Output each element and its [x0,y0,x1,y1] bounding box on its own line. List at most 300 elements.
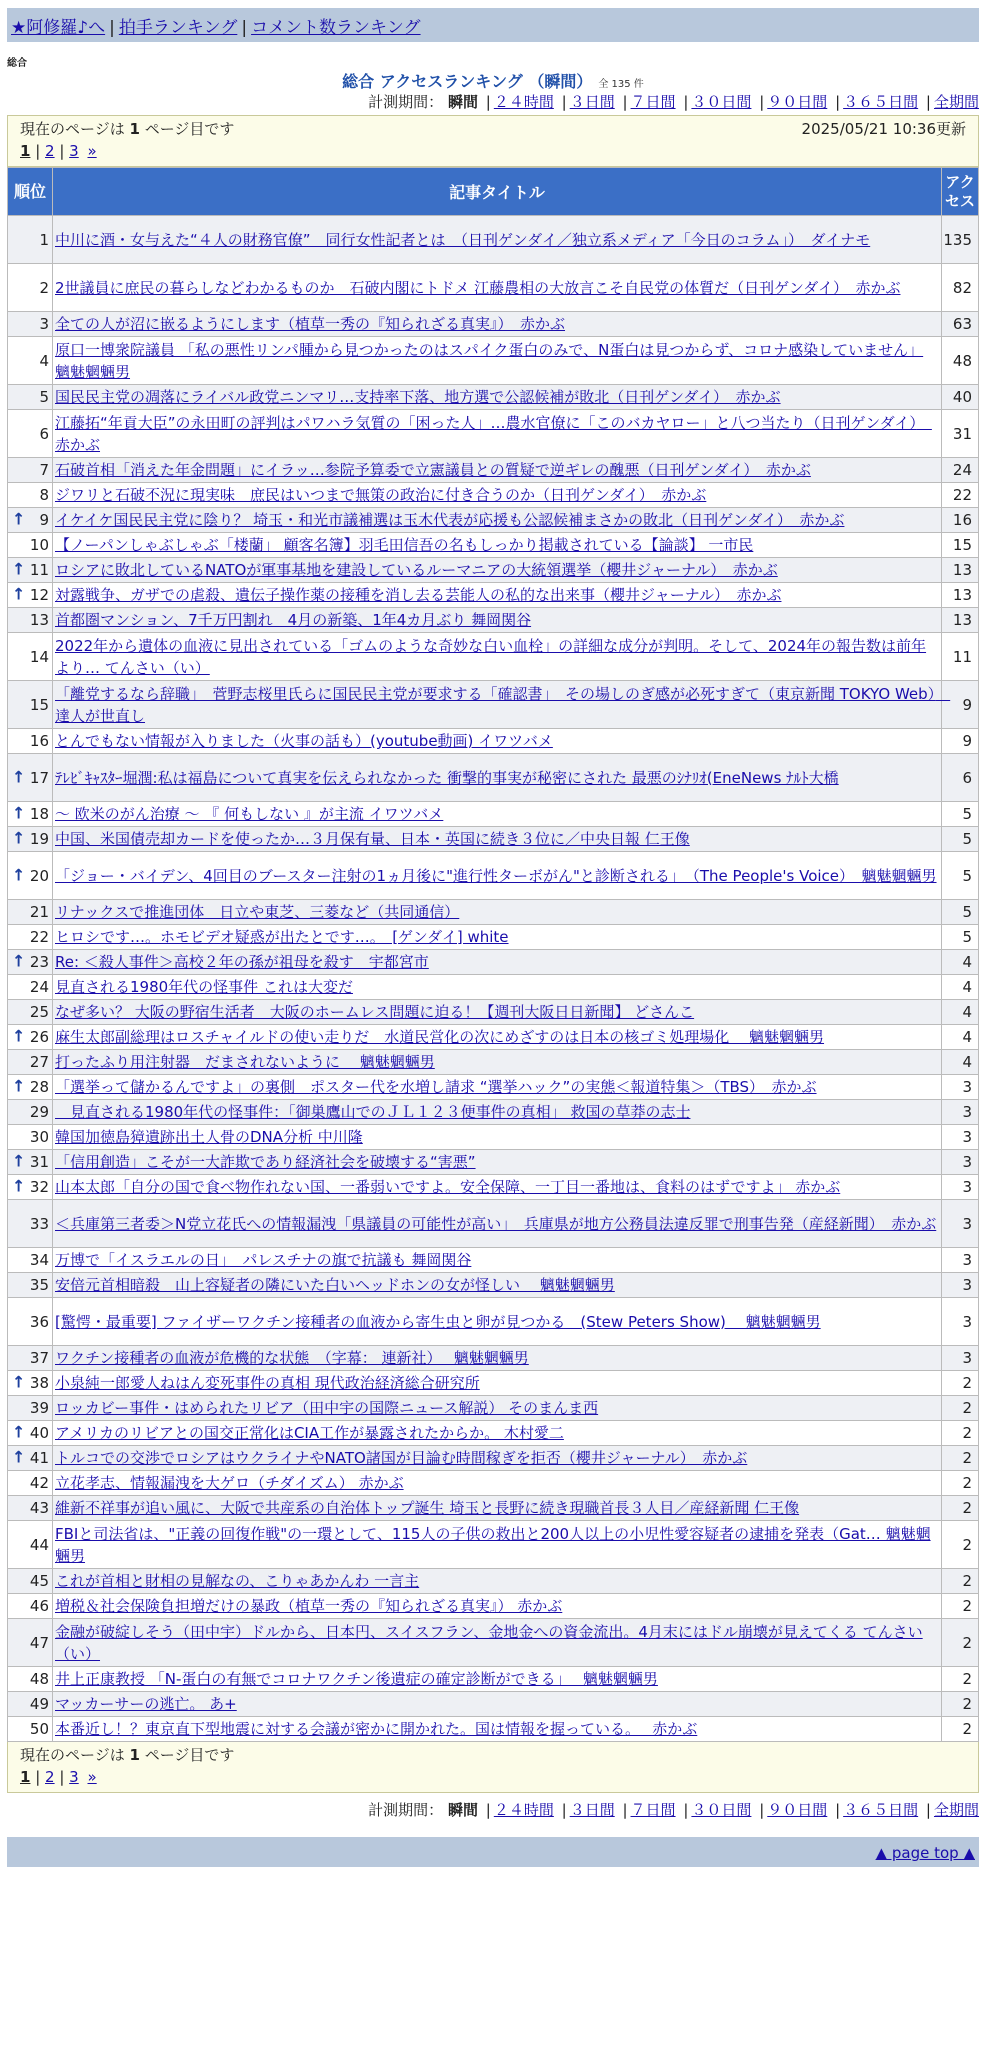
article-link[interactable]: FBIと司法省は、"正義の回復作戦"の一環として、115人の子供の救出と200人以上の小児性愛容疑者の逮捕を発表（Gat… 魑魅魍魎男 [55,1524,931,1565]
article-link[interactable]: 2世議員に庶民の暮らしなどわかるものか 石破内閣にトドメ 江藤農相の大放言こそ自民党の体質だ（日刊ゲンダイ） 赤かぶ [55,278,901,297]
article-link[interactable]: ＜兵庫第三者委＞N党立花氏への情報漏洩「県議員の可能性が高い」 兵庫県が地方公務員法違反罪で刑事告発（産経新聞） 赤かぶ [55,1214,937,1233]
rank-cell [8,410,53,458]
rank-number: 21 [29,903,49,921]
article-link[interactable]: トルコでの交渉でロシアはウクライナやNATO諸国が目論む時間稼ぎを拒否（櫻井ジャーナル） 赤かぶ [55,1449,748,1467]
access-header: アクセス [942,168,979,216]
rank-cell [8,1025,53,1050]
rank-number: 7 [39,461,49,479]
title-cell [53,1594,942,1619]
table-row [8,633,979,681]
period-link-90d[interactable]: ９０日間 [767,1801,828,1819]
access-count: 2 [942,1569,979,1594]
title-cell [53,975,942,1000]
rank-number: 40 [29,1424,49,1442]
title-cell [53,608,942,633]
access-count: 5 [942,827,979,852]
table-row [8,1248,979,1273]
ranking-table [7,167,979,1742]
rank-number: 33 [29,1214,49,1233]
title-cell [53,1446,942,1471]
rank-number: 25 [29,1003,49,1021]
article-link[interactable]: 全ての人が沼に嵌るようにします（植草一秀の『知られざる真実』） 赤かぶ [55,315,566,333]
article-link[interactable]: 「離党するなら辞職」 菅野志桜里氏らに国民民主党が要求する「確認書」 その場しのぎ感が必死すぎて（東京新聞 TOKYO Web） 達人が世直し [55,684,951,725]
article-link[interactable]: マッカーサーの逃亡。 あ+ [55,1695,237,1713]
access-count: 5 [942,900,979,925]
table-row [8,1100,979,1125]
article-link[interactable]: 万博で「イスラエルの日」 パレスチナの旗で抗議も 舞岡関谷 [55,1251,472,1269]
rank-number: 2 [39,278,49,297]
rank-up-arrow-icon: ↑ [12,1151,26,1171]
rank-cell [8,925,53,950]
article-link[interactable]: 「ジョー・バイデン、4回目のブースター注射の1ヵ月後に"進行性ターボがん"と診断される」 （The People's Voice） 魑魅魍魎男 [55,866,937,885]
title-cell [53,1150,942,1175]
article-link[interactable]: 立花孝志、情報漏洩を大ゲロ（チダイズム） 赤かぶ [55,1474,404,1492]
access-count: 4 [942,1025,979,1050]
access-count: 2 [942,1446,979,1471]
title-cell [53,1075,942,1100]
access-count: 9 [942,681,979,729]
article-link[interactable]: 増税＆社会保険負担増だけの暴政（植草一秀の『知られざる真実』） 赤かぶ [55,1597,563,1615]
table-row [8,1125,979,1150]
article-link[interactable]: 2022年から遺体の血液に見出されている「ゴムのような奇妙な白い血栓」の詳細な成分が判明。そして、2024年の報告数は前年より… てんさい（い） [55,636,927,677]
rank-number: 24 [29,978,49,996]
rank-cell [8,1075,53,1100]
period-link-7d[interactable]: ７日間 [630,93,676,111]
article-link[interactable]: 【ノーパンしゃぶしゃぶ「楼蘭」 顧客名簿】羽毛田信吾の名もしっかり掲載されている【論談】 一市民 [55,536,754,554]
table-row [8,312,979,337]
table-row [8,216,979,264]
table-row [8,337,979,385]
rank-up-arrow-icon: ↑ [12,1076,26,1096]
title-cell [53,1667,942,1692]
article-link[interactable]: ロシアに敗北しているNATOが軍事基地を建設しているルーマニアの大統領選挙（櫻井ジャーナル） 赤かぶ [55,561,778,579]
rank-number: 3 [39,315,49,333]
article-link[interactable]: ジワリと石破不況に現実味 庶民はいつまで無策の政治に付き合うのか（日刊ゲンダイ） 赤かぶ [55,486,707,504]
rank-up-arrow-icon: ↑ [12,951,26,971]
period-link-3d[interactable]: ３日間 [569,93,615,111]
period-selector-bottom: 計測期間： 瞬間 | ２４時間 | ３日間 | ７日間 | ３０日間 | ９０日間 | ３６５日間 | 全期間 [368,1801,979,1819]
rank-up-arrow-icon: ↑ [12,767,26,787]
rank-cell [8,1667,53,1692]
title-cell [53,385,942,410]
rank-cell [8,975,53,1000]
access-count: 13 [942,583,979,608]
rank-number: 39 [29,1399,49,1417]
period-link-3d[interactable]: ３日間 [569,1801,615,1819]
page-3-link[interactable]: 3 [69,1768,79,1786]
nav-separator: | [109,18,115,38]
rank-cell [8,483,53,508]
table-row [8,1569,979,1594]
title-cell [53,1025,942,1050]
rank-number: 35 [29,1276,49,1294]
rank-cell [8,1125,53,1150]
table-row [8,925,979,950]
article-link[interactable]: なぜ多い？ 大阪の野宿生活者 大阪のホームレス問題に迫る！【週刊大阪日日新聞】 どさんこ [55,1003,695,1021]
rank-number: 49 [29,1695,49,1713]
rank-cell [8,583,53,608]
title-cell [53,583,942,608]
period-link-all[interactable]: 全期間 [933,93,979,111]
table-row [8,1521,979,1569]
access-count: 2 [942,1421,979,1446]
section-label: 総合 [7,58,27,69]
article-link[interactable]: 打ったふり用注射器 だまされないように 魑魅魍魎男 [55,1053,435,1071]
access-count: 2 [942,1471,979,1496]
article-link[interactable]: Re: ＜殺人事件＞高校２年の孫が祖母を殺す 宇都宮市 [55,953,429,971]
access-count: 63 [942,312,979,337]
pager-bottom: 現在のページは 1 ページ目です 1 | 2 | 3 » [7,1742,979,1793]
access-count: 13 [942,558,979,583]
rank-cell [8,1521,53,1569]
title-cell [53,802,942,827]
rank-up-arrow-icon: ↑ [12,509,26,529]
period-link-365d[interactable]: ３６５日間 [843,1801,919,1819]
period-current: 瞬間 [447,1801,478,1819]
rank-number: 19 [29,830,49,848]
article-link[interactable]: ～ 欧米のがん治療 ～ 『 何もしない 』が主流 イワツバメ [55,805,444,823]
access-count: 2 [942,1619,979,1667]
rank-number: 4 [39,351,49,370]
table-row [8,1717,979,1742]
rank-cell [8,508,53,533]
rank-number: 1 [39,230,49,249]
rank-number: 15 [29,695,49,714]
title-cell [53,1471,942,1496]
title-cell [53,216,942,264]
rank-up-arrow-icon: ↑ [12,559,26,579]
period-link-365d[interactable]: ３６５日間 [843,93,919,111]
rank-up-arrow-icon: ↑ [12,1447,26,1467]
rank-cell [8,1346,53,1371]
title-cell [53,533,942,558]
access-count: 11 [942,633,979,681]
table-row [8,1446,979,1471]
article-link[interactable]: イケイケ国民民主党に陰り？ 埼玉・和光市議補選は玉木代表が応援も公認候補まさかの敗北（日刊ゲンダイ） 赤かぶ [55,511,845,529]
article-link[interactable]: これが首相と財相の見解なの、こりゃあかんわ 一言主 [55,1572,420,1590]
rank-number: 9 [39,511,49,529]
table-row [8,558,979,583]
title-cell [53,1125,942,1150]
title-cell [53,337,942,385]
rank-number: 8 [39,486,49,504]
rank-number: 28 [29,1078,49,1096]
article-link[interactable]: アメリカのリビアとの国交正常化はCIA工作が暴露されたからか。 木村愛二 [55,1424,564,1442]
rank-cell [8,1421,53,1446]
rank-up-arrow-icon: ↑ [12,1176,26,1196]
article-link[interactable]: 維新不祥事が追い風に、大阪で共産系の自治体トップ誕生 埼玉と長野に続き現職首長３人目／産経新聞 仁王像 [55,1499,800,1517]
rank-number: 43 [29,1499,49,1517]
table-row [8,950,979,975]
rank-up-arrow-icon: ↑ [12,1026,26,1046]
rank-cell [8,1248,53,1273]
article-link[interactable]: とんでもない情報が入りました（火事の話も）(youtube動画) イワツバメ [55,732,553,750]
table-row [8,1396,979,1421]
title-cell [53,483,942,508]
period-link-24h[interactable]: ２４時間 [493,1801,554,1819]
rank-cell [8,1000,53,1025]
table-row [8,1075,979,1100]
rank-number: 34 [29,1251,49,1269]
rank-cell [8,852,53,900]
updated-timestamp: 2025/05/21 10:36更新 [801,120,966,138]
period-link-7d[interactable]: ７日間 [630,1801,676,1819]
title-cell [53,1000,942,1025]
table-row [8,483,979,508]
table-row [8,729,979,754]
table-row [8,827,979,852]
article-link[interactable]: 見直される1980年代の怪事件：「御巣鷹山でのＪＬ１２３便事件の真相」 救国の草莽の志士 [55,1103,691,1121]
rank-number: 5 [39,388,49,406]
access-count: 3 [942,1100,979,1125]
access-count: 3 [942,1273,979,1298]
table-row [8,458,979,483]
title-cell [53,1298,942,1346]
title-cell [53,1200,942,1248]
rank-cell [8,900,53,925]
table-row [8,410,979,458]
table-row [8,385,979,410]
title-cell [53,264,942,312]
table-row [8,1421,979,1446]
access-count: 3 [942,1298,979,1346]
access-count: 3 [942,1175,979,1200]
rank-cell [8,1446,53,1471]
access-count: 2 [942,1717,979,1742]
rank-number: 6 [39,424,49,443]
rank-number: 44 [29,1535,49,1554]
access-count: 2 [942,1692,979,1717]
access-count: 13 [942,608,979,633]
rank-number: 27 [29,1053,49,1071]
table-row [8,1050,979,1075]
rank-number: 11 [29,561,49,579]
title-cell [53,508,942,533]
title-header: 記事タイトル [53,168,942,216]
article-link[interactable]: 小泉純一郎愛人ねはん変死事件の真相 現代政治経済総合研究所 [55,1374,480,1392]
period-link-24h[interactable]: ２４時間 [493,93,554,111]
table-row [8,1692,979,1717]
table-row [8,1619,979,1667]
article-link[interactable]: 江藤拓“年貢大臣”の永田町の評判はパワハラ気質の「困った人」…農水官僚に「このバカヤロー」と八つ当たり（日刊ゲンダイ） 赤かぶ [55,413,932,454]
article-link[interactable]: 見直される1980年代の怪事件 これは大変だ [55,978,353,996]
access-count: 3 [942,1346,979,1371]
home-link[interactable]: ★阿修羅♪へ [11,18,106,38]
title-cell [53,1273,942,1298]
period-selector: 計測期間： 瞬間 | ２４時間 | ３日間 | ７日間 | ３０日間 | ９０日間 | ３６５日間 | 全期間 [368,93,979,111]
period-link-30d[interactable]: ３０日間 [691,93,752,111]
rank-number: 48 [29,1670,49,1688]
title-cell [53,925,942,950]
access-count: 15 [942,533,979,558]
table-row [8,1000,979,1025]
rank-up-arrow-icon: ↑ [12,584,26,604]
rank-number: 50 [29,1720,49,1738]
title-cell [53,681,951,729]
page-1-current: 1 [20,142,31,160]
period-link-30d[interactable]: ３０日間 [691,1801,752,1819]
rank-cell [8,533,53,558]
table-row [8,1346,979,1371]
title-cell [53,1175,942,1200]
article-link[interactable]: 山本太郎「自分の国で食べ物作れない国、一番弱いですよ。安全保障、一丁目一番地は、食料のはずですよ」 赤かぶ [55,1178,841,1196]
title-cell [53,827,942,852]
access-count: 2 [942,1667,979,1692]
table-row [8,1371,979,1396]
table-row [8,508,979,533]
access-count: 5 [942,852,979,900]
rank-number: 46 [29,1597,49,1615]
table-row [8,583,979,608]
next-page-link[interactable]: » [87,1768,97,1786]
rank-number: 37 [29,1349,49,1367]
article-link[interactable]: ロッカビー事件・はめられたリビア（田中宇の国際ニュース解説） そのまんま西 [55,1399,599,1417]
rank-cell [8,1692,53,1717]
access-count: 2 [942,1594,979,1619]
rank-cell [8,681,53,729]
article-link[interactable]: 中川に酒・女与えた“４人の財務官僚” 同行女性記者とは （日刊ゲンダイ／独立系メディア「今日のコラム」） ダイナモ [55,230,871,249]
article-link[interactable]: ﾃﾚﾋﾞｷｬｽﾀｰ堀潤:私は福島について真実を伝えられなかった 衝撃的事実が秘密にされた 最悪のｼﾅﾘｵ(EneNews ﾅﾙﾄ大橋 [55,768,839,787]
access-count: 4 [942,1050,979,1075]
rank-up-arrow-icon: ↑ [12,865,26,885]
article-link[interactable]: 首都圏マンション、7千万円割れ 4月の新築、1年4カ月ぶり 舞岡関谷 [55,611,532,629]
rank-number: 20 [29,866,49,885]
rank-cell [8,1050,53,1075]
pager-top: 現在のページは 1 ページ目です 2025/05/21 10:36更新 1 | 2 | 3 » [7,115,979,167]
article-link[interactable]: 対露戦争、ガザでの虐殺、遺伝子操作薬の接種を消し去る芸能人の私的な出来事（櫻井ジャーナル） 赤かぶ [55,586,782,604]
title-cell [53,312,942,337]
page-top-link[interactable]: ▲ page top ▲ [875,1844,975,1862]
access-count: 4 [942,1000,979,1025]
access-count: 2 [942,1396,979,1421]
table-row [8,1471,979,1496]
title-cell [53,1050,942,1075]
access-count: 22 [942,483,979,508]
article-link[interactable]: 安倍元首相暗殺 山上容疑者の隣にいた白いヘッドホンの女が怪しい 魑魅魍魎男 [55,1276,615,1294]
page-3-link[interactable]: 3 [69,142,79,160]
title-cell [53,1619,942,1667]
rank-cell [8,216,53,264]
article-link[interactable]: 井上正康教授 「N-蛋白の有無でコロナワクチン後遺症の確定診断ができる」 魑魅魍魎男 [55,1670,658,1688]
access-count: 40 [942,385,979,410]
table-row [8,681,979,729]
rank-up-arrow-icon: ↑ [12,1422,26,1442]
rank-number: 45 [29,1572,49,1590]
rank-cell [8,802,53,827]
rank-number: 31 [29,1153,49,1171]
rank-cell [8,754,53,802]
title-cell [53,1396,942,1421]
article-link[interactable]: 麻生太郎副総理はロスチャイルドの使い走りだ 水道民営化の次にめざすのは日本の核ゴミ処理場化 魑魅魍魎男 [55,1028,825,1046]
table-row [8,608,979,633]
next-page-link[interactable]: » [87,142,97,160]
access-count: 3 [942,1248,979,1273]
rank-up-arrow-icon: ↑ [12,803,26,823]
rank-cell [8,827,53,852]
article-link[interactable]: 中国、米国債売却カードを使ったか…３月保有量、日本・英国に続き３位に／中央日報 仁王像 [55,830,690,848]
rank-number: 14 [29,647,49,666]
article-link[interactable]: 「信用創造」こそが一大詐欺であり経済社会を破壊する“害悪” [55,1153,476,1171]
rank-cell [8,1396,53,1421]
period-link-90d[interactable]: ９０日間 [767,93,828,111]
article-link[interactable]: ワクチン接種者の血液が危機的な状態 （字幕： 連新社） 魑魅魍魎男 [55,1349,529,1367]
access-count: 3 [942,1075,979,1100]
title-cell [53,1371,942,1396]
article-link[interactable]: リナックスで推進団体 日立や東芝、三菱など（共同通信） [55,903,460,921]
title-cell [53,900,942,925]
title-cell [53,729,942,754]
table-row [8,264,979,312]
table-row [8,533,979,558]
rank-cell [8,1619,53,1667]
article-link[interactable]: [驚愕・最重要] ファイザーワクチン接種者の血液から寄生虫と卵が見つかる (Stew Peters Show) 魑魅魍魎男 [55,1312,821,1331]
page-2-link[interactable]: 2 [45,1768,55,1786]
table-row [8,1298,979,1346]
rank-cell [8,1100,53,1125]
access-count: 31 [942,410,979,458]
rank-number: 26 [29,1028,49,1046]
table-row [8,754,979,802]
page-2-link[interactable]: 2 [45,142,55,160]
rank-cell [8,1496,53,1521]
article-link[interactable]: ヒロシです…。ホモビデオ疑惑が出たとです…。 [ゲンダイ] white [55,928,509,946]
article-link[interactable]: 国民民主党の凋落にライバル政党ニンマリ…支持率下落、地方選で公認候補が敗北（日刊ゲンダイ） 赤かぶ [55,388,781,406]
table-row [8,802,979,827]
title-cell [53,558,942,583]
table-row [8,1150,979,1175]
applause-ranking-link[interactable]: 拍手ランキング [118,18,238,38]
page-1-current: 1 [20,1768,31,1786]
rank-cell [8,1594,53,1619]
current-page-text: 現在のページは 1 ページ目です [20,1746,235,1764]
table-row [8,1667,979,1692]
title-cell [53,1521,942,1569]
rank-number: 17 [29,768,49,787]
rank-cell [8,729,53,754]
total-count: 全 135 件 [598,79,644,90]
rank-number: 22 [29,928,49,946]
article-link[interactable]: 「選挙って儲かるんですよ」の裏側 ポスター代を水増し請求 “選挙ハック”の実態＜報道特集＞（TBS） 赤かぶ [55,1078,817,1096]
rank-cell [8,950,53,975]
rank-cell [8,458,53,483]
rank-cell [8,312,53,337]
rank-cell [8,1273,53,1298]
article-link[interactable]: 原口一博衆院議員 「私の悪性リンパ腫から見つかったのはスパイク蛋白のみで、N蛋白は見つからず、コロナ感染していません」 魑魅魍魎男 [55,340,924,381]
title-cell [53,852,942,900]
rank-number: 18 [29,805,49,823]
title-cell [53,950,942,975]
access-count: 24 [942,458,979,483]
article-link[interactable]: 本番近し！？東京直下型地震に対する会議が密かに開かれた。国は情報を握っている。 赤かぶ [55,1720,698,1738]
rank-cell [8,1471,53,1496]
article-link[interactable]: 石破首相「消えた年金問題」にイラッ…参院予算委で立憲議員との質疑で逆ギレの醜悪（日刊ゲンダイ） 赤かぶ [55,461,811,479]
page-title: 総合 アクセスランキング （瞬間） [342,72,593,91]
period-link-all[interactable]: 全期間 [933,1801,979,1819]
access-count: 2 [942,1496,979,1521]
article-link[interactable]: 韓国加徳島獐遺跡出土人骨のDNA分析 中川隆 [55,1128,363,1146]
current-page-text: 現在のページは 1 ページ目です [20,120,235,138]
page-heading [7,69,979,91]
comment-ranking-link[interactable]: コメント数ランキング [251,18,421,38]
table-row [8,1273,979,1298]
article-link[interactable]: 金融が破綻しそう（田中宇）ドルから、日本円、スイスフラン、金地金への資金流出。4月末にはドル崩壊が見えてくる てんさい（い） [55,1622,923,1663]
access-count: 6 [942,754,979,802]
rank-number: 12 [29,586,49,604]
rank-number: 32 [29,1178,49,1196]
rank-number: 41 [29,1449,49,1467]
rank-cell [8,264,53,312]
title-cell [53,458,942,483]
